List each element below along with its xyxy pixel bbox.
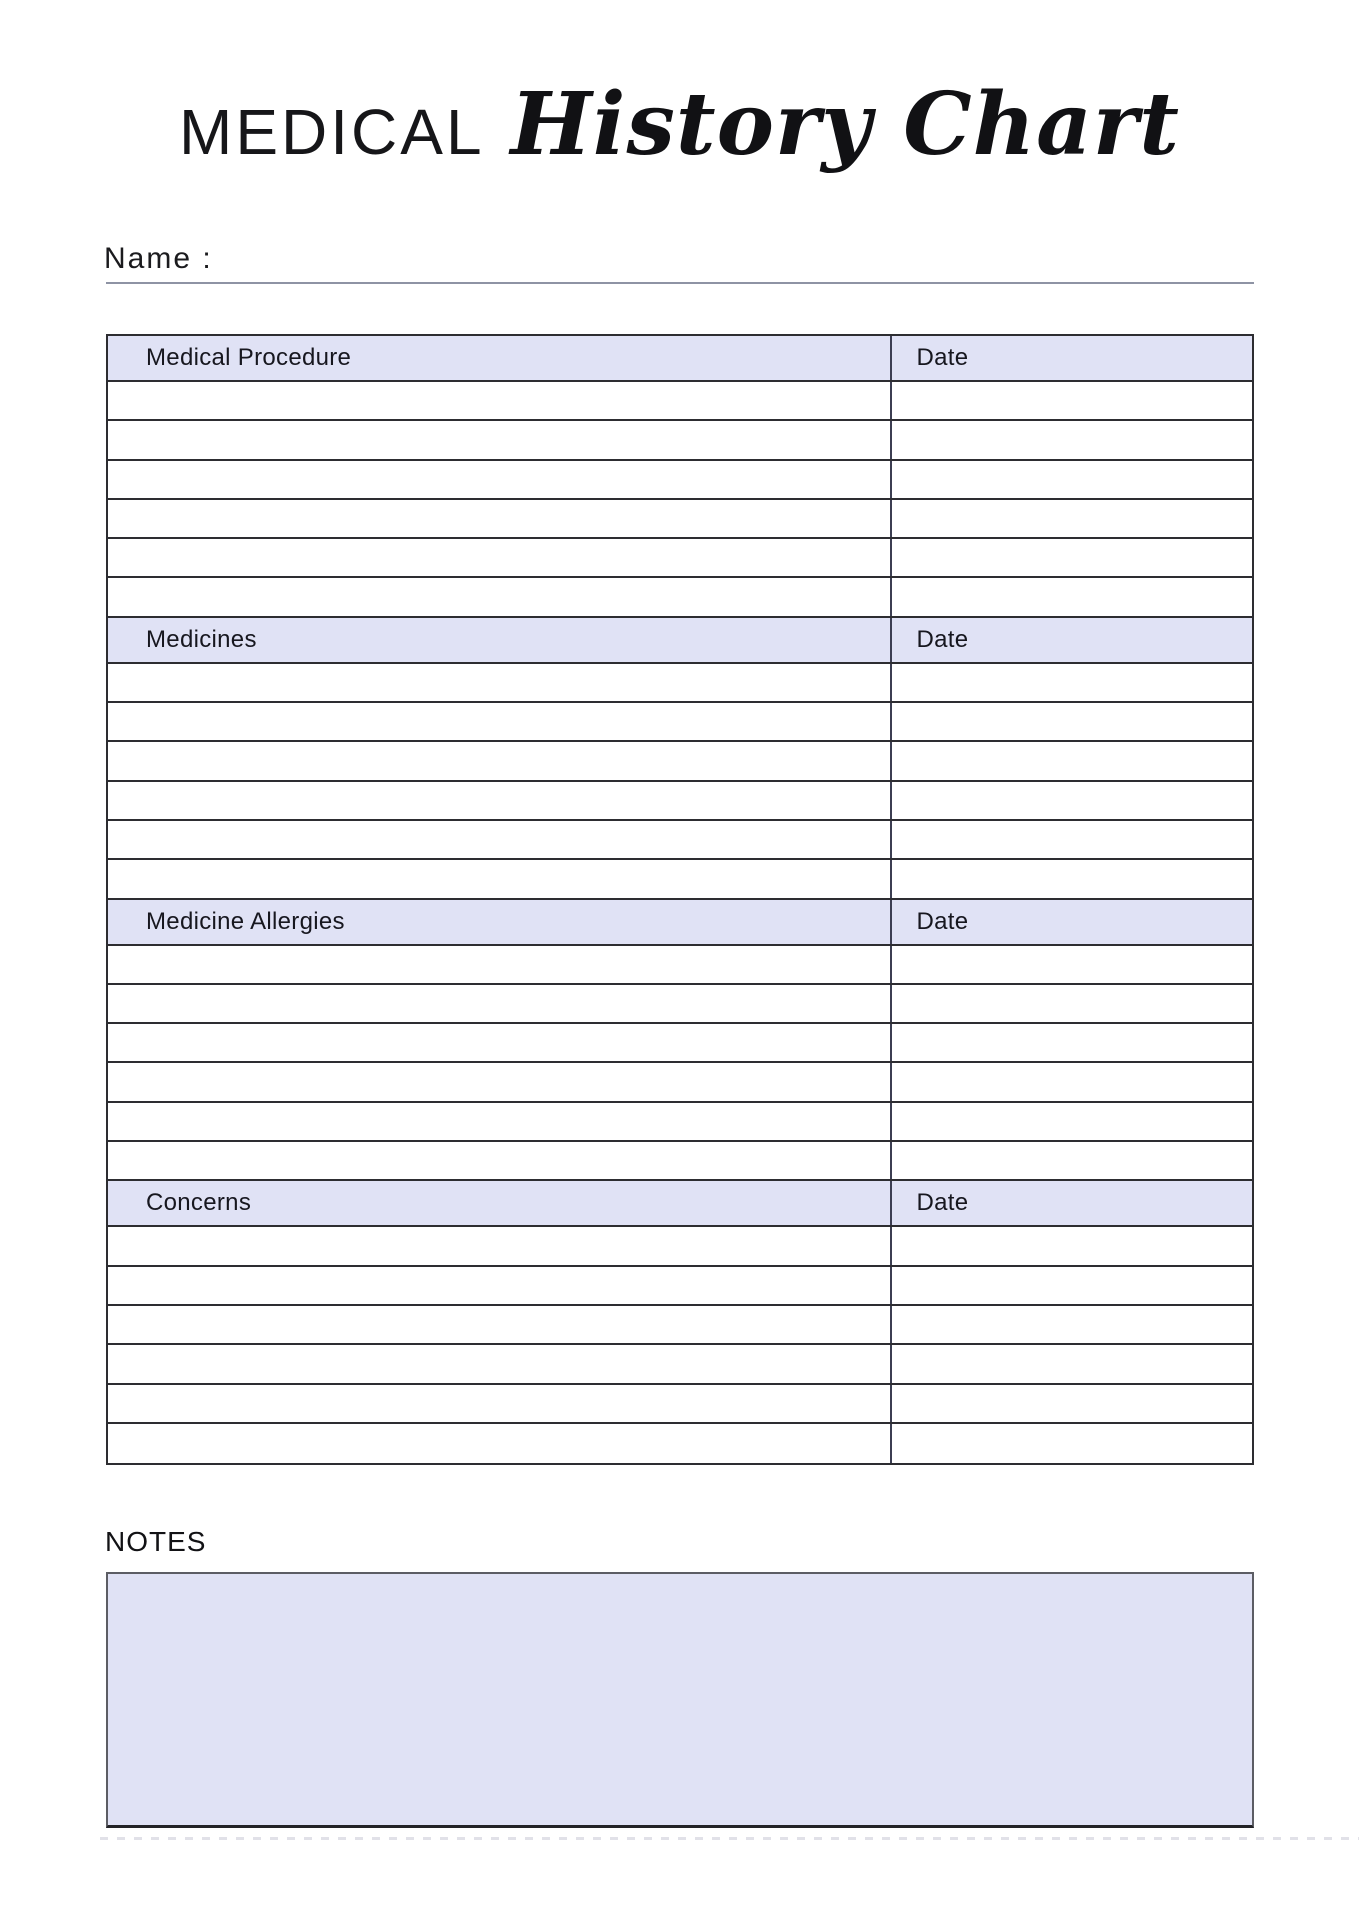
table-section xyxy=(108,336,1252,618)
table-row xyxy=(108,1142,1252,1181)
entry-cell[interactable] xyxy=(108,461,890,498)
name-field-row xyxy=(106,240,1254,284)
table-section xyxy=(108,1181,1252,1463)
date-cell[interactable] xyxy=(890,1103,1252,1140)
entry-cell[interactable] xyxy=(108,1345,890,1382)
table-section xyxy=(108,618,1252,900)
table-row xyxy=(108,860,1252,899)
table-row xyxy=(108,382,1252,421)
entry-cell[interactable] xyxy=(108,421,890,458)
entry-cell[interactable] xyxy=(108,860,890,897)
table-row xyxy=(108,703,1252,742)
date-cell[interactable] xyxy=(890,821,1252,858)
section-header-label: Medical Procedure xyxy=(146,344,352,371)
date-cell[interactable] xyxy=(890,860,1252,897)
section-header-label: Medicine Allergies xyxy=(146,907,345,935)
section-header-label: Medicines xyxy=(146,625,257,653)
date-cell[interactable] xyxy=(890,500,1252,537)
entry-cell[interactable] xyxy=(108,782,890,819)
table-row xyxy=(108,1227,1252,1266)
notes-box[interactable] xyxy=(106,1572,1254,1828)
entry-cell[interactable] xyxy=(108,742,890,779)
entry-cell[interactable] xyxy=(108,1306,890,1343)
entry-cell[interactable] xyxy=(108,1424,890,1463)
date-cell[interactable] xyxy=(890,946,1252,983)
date-cell[interactable] xyxy=(890,578,1252,615)
date-cell[interactable] xyxy=(890,1063,1252,1100)
page-title-script: History Chart xyxy=(510,74,1180,175)
table-row xyxy=(108,985,1252,1024)
page-title-main: MEDICAL xyxy=(179,96,485,168)
table-row xyxy=(108,1103,1252,1142)
table-row xyxy=(108,782,1252,821)
table-row xyxy=(108,1063,1252,1102)
date-cell[interactable] xyxy=(890,664,1252,701)
table-row xyxy=(108,421,1252,460)
entry-cell[interactable] xyxy=(108,578,890,615)
section-header-date-label: Date xyxy=(890,1181,1252,1225)
name-label: Name : xyxy=(104,242,213,275)
date-cell[interactable] xyxy=(890,1385,1252,1422)
section-header-date-label: Date xyxy=(890,900,1252,944)
date-cell[interactable] xyxy=(890,1345,1252,1382)
date-cell[interactable] xyxy=(890,782,1252,819)
date-cell[interactable] xyxy=(890,1306,1252,1343)
section-header-row xyxy=(108,336,1252,382)
table-row xyxy=(108,821,1252,860)
entry-cell[interactable] xyxy=(108,664,890,701)
entry-cell[interactable] xyxy=(108,1267,890,1304)
section-header-row xyxy=(108,618,1252,664)
table-row xyxy=(108,1424,1252,1463)
entry-cell[interactable] xyxy=(108,1103,890,1140)
table-row xyxy=(108,664,1252,703)
section-header-label: Concerns xyxy=(146,1189,252,1217)
table-row xyxy=(108,742,1252,781)
date-cell[interactable] xyxy=(890,382,1252,419)
entry-cell[interactable] xyxy=(108,946,890,983)
entry-cell[interactable] xyxy=(108,821,890,858)
table-row xyxy=(108,1385,1252,1424)
dashed-separator xyxy=(100,1837,1359,1840)
date-cell[interactable] xyxy=(890,461,1252,498)
table-section xyxy=(108,900,1252,1182)
date-cell[interactable] xyxy=(890,1424,1252,1463)
medical-history-table xyxy=(106,334,1254,1465)
table-row xyxy=(108,1306,1252,1345)
section-header-date-label: Date xyxy=(890,336,1252,380)
entry-cell[interactable] xyxy=(108,382,890,419)
table-row xyxy=(108,1024,1252,1063)
date-cell[interactable] xyxy=(890,1227,1252,1264)
date-cell[interactable] xyxy=(890,421,1252,458)
table-row xyxy=(108,946,1252,985)
table-row xyxy=(108,1345,1252,1384)
section-header-date-label: Date xyxy=(890,618,1252,662)
entry-cell[interactable] xyxy=(108,703,890,740)
entry-cell[interactable] xyxy=(108,1385,890,1422)
table-row xyxy=(108,461,1252,500)
section-header-row xyxy=(108,1181,1252,1227)
date-cell[interactable] xyxy=(890,1142,1252,1179)
date-cell[interactable] xyxy=(890,742,1252,779)
entry-cell[interactable] xyxy=(108,1142,890,1179)
entry-cell[interactable] xyxy=(108,500,890,537)
entry-cell[interactable] xyxy=(108,1063,890,1100)
table-row xyxy=(108,539,1252,578)
entry-cell[interactable] xyxy=(108,985,890,1022)
table-row xyxy=(108,500,1252,539)
table-row xyxy=(108,578,1252,617)
date-cell[interactable] xyxy=(890,1024,1252,1061)
name-input-line[interactable] xyxy=(316,242,1254,280)
date-cell[interactable] xyxy=(890,703,1252,740)
entry-cell[interactable] xyxy=(108,1227,890,1264)
entry-cell[interactable] xyxy=(108,539,890,576)
section-header-row xyxy=(108,900,1252,946)
date-cell[interactable] xyxy=(890,985,1252,1022)
table-row xyxy=(108,1267,1252,1306)
date-cell[interactable] xyxy=(890,1267,1252,1304)
date-cell[interactable] xyxy=(890,539,1252,576)
page-title xyxy=(0,74,1359,175)
notes-label: NOTES xyxy=(105,1526,207,1557)
entry-cell[interactable] xyxy=(108,1024,890,1061)
